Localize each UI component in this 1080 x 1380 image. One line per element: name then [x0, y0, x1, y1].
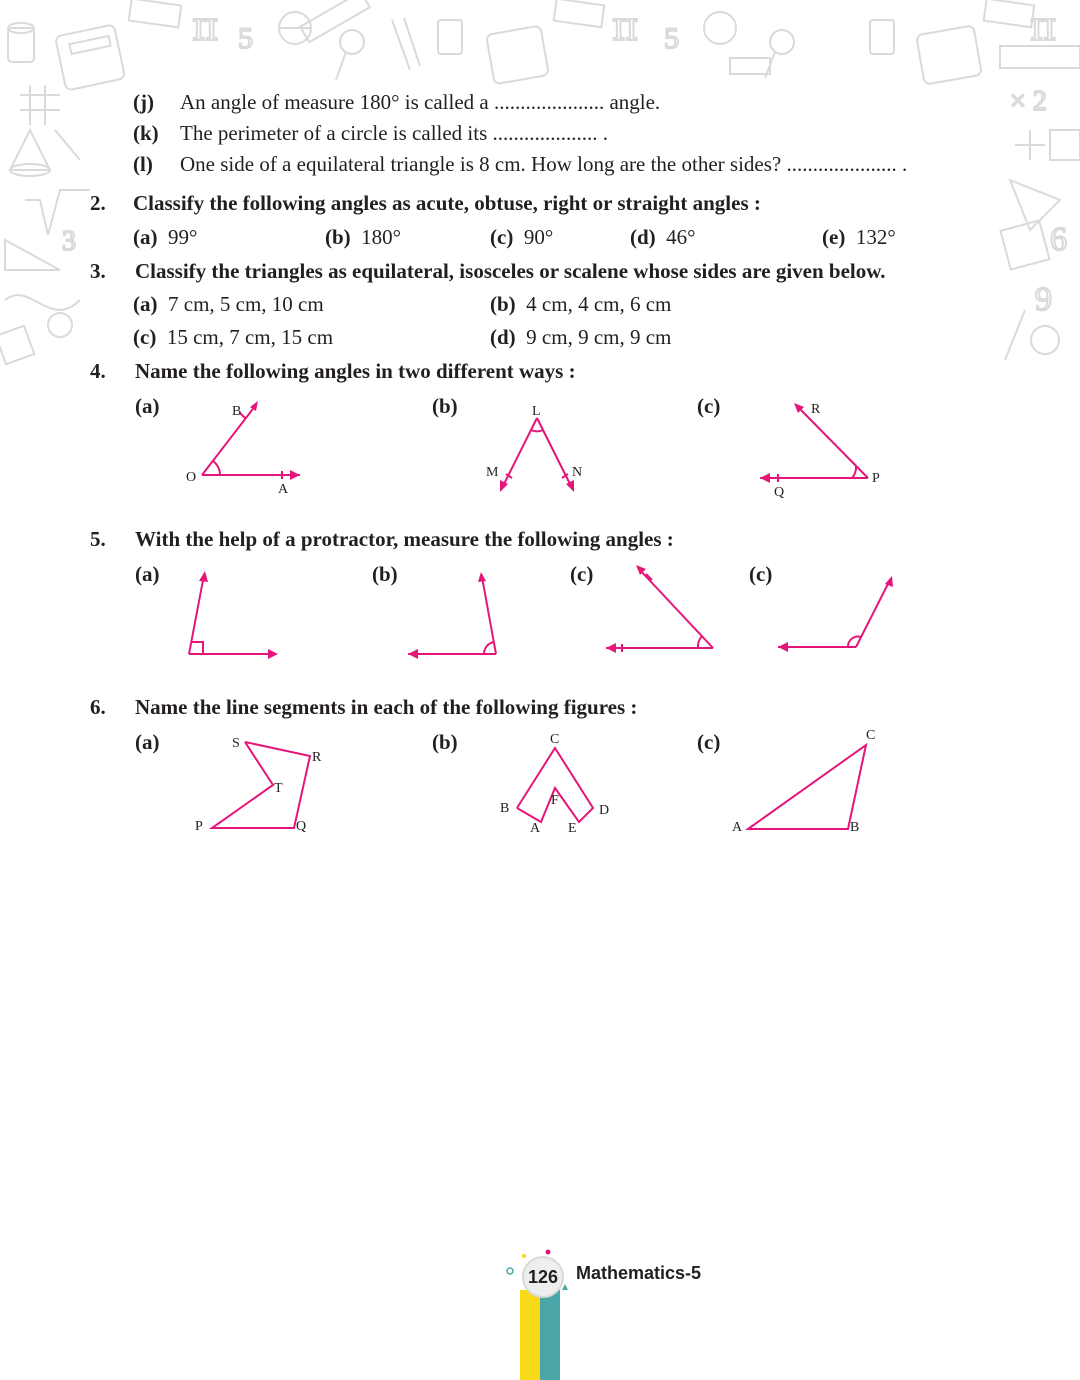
book-title: Mathematics-5: [576, 1263, 702, 1283]
q5-label-d: (c): [749, 562, 773, 586]
option-label: (a): [133, 225, 158, 249]
q5-angle-figure-d: [770, 570, 900, 660]
point-label: R: [312, 750, 322, 765]
q4-angle-figure-c: [750, 395, 890, 505]
svg-text:9: 9: [1035, 281, 1052, 318]
option-label: (b): [490, 292, 516, 316]
arrowhead: [199, 571, 208, 582]
q1-item-l: [133, 152, 908, 177]
point-label: A: [732, 820, 743, 835]
arrowhead: [408, 649, 418, 659]
svg-text:5: 5: [664, 22, 679, 55]
option-value: 132°: [855, 225, 896, 249]
item-label: (j): [133, 90, 154, 114]
q2-text: Classify the following angles as acute, obtuse, right or straight angles :: [133, 191, 761, 215]
q5-angle-figure-a: [180, 565, 290, 665]
point-label: A: [278, 482, 289, 497]
page-number-badge: 126: [522, 1256, 564, 1298]
svg-text:6: 6: [1050, 221, 1067, 258]
option-value: 46°: [666, 225, 696, 249]
option-label: (d): [490, 325, 516, 349]
q5-label-c: (c): [570, 562, 594, 586]
q6-number: 6.: [90, 695, 106, 719]
svg-text:5: 5: [238, 22, 253, 55]
q6-label-b: (b): [432, 730, 458, 754]
arrowhead: [290, 470, 300, 480]
item-label: (k): [133, 121, 159, 145]
point-label: E: [568, 821, 577, 836]
point-label: C: [550, 732, 560, 747]
q4-label-b: (b): [432, 394, 458, 418]
svg-text:π: π: [1030, 4, 1057, 50]
item-text: The perimeter of a circle is called its .................... .: [180, 121, 609, 145]
point-label: F: [551, 793, 559, 808]
q6-figure-a: [190, 730, 330, 840]
point-label: A: [530, 821, 541, 836]
q2-option-c: [490, 225, 553, 250]
q3-text: Classify the triangles as equilateral, isosceles or scalene whose sides are given below.: [135, 259, 886, 283]
q3-number: 3.: [90, 259, 106, 283]
triangle-outline: [748, 745, 866, 829]
svg-text:× 2: × 2: [1010, 86, 1047, 117]
option-value: 15 cm, 7 cm, 15 cm: [166, 325, 334, 349]
q4-text: Name the following angles in two different ways :: [135, 359, 576, 383]
polygon-outline: [517, 748, 593, 822]
q6-text: Name the line segments in each of the following figures :: [135, 695, 638, 719]
q5-number: 5.: [90, 527, 106, 551]
q1-item-k: [133, 121, 609, 146]
option-label: (e): [822, 225, 846, 249]
point-label: B: [500, 801, 510, 816]
svg-text:π: π: [192, 4, 219, 50]
point-label: C: [866, 728, 876, 743]
q2-option-b: [325, 225, 401, 250]
q5-text: With the help of a protractor, measure the following angles :: [135, 527, 674, 551]
point-label: D: [599, 803, 610, 818]
q2-number: 2.: [90, 191, 106, 215]
point-label: B: [850, 820, 860, 835]
point-label: T: [274, 781, 283, 796]
q6-label-a: (a): [135, 730, 160, 754]
point-label: S: [232, 736, 240, 751]
point-label: N: [572, 465, 583, 480]
option-label: (d): [630, 225, 656, 249]
q5-label-b: (b): [372, 562, 398, 586]
q2-option-d: [630, 225, 696, 250]
q4-angle-figure-a: [180, 395, 320, 500]
arrowhead: [250, 401, 258, 411]
polygon-outline: [212, 742, 310, 828]
point-label: Q: [296, 819, 307, 834]
q6-figure-b: [495, 730, 625, 840]
q6-label-c: (c): [697, 730, 721, 754]
q4-label-a: (a): [135, 394, 160, 418]
option-label: (c): [133, 325, 157, 349]
option-label: (a): [133, 292, 158, 316]
q1-item-j: [133, 90, 661, 115]
arrowhead: [606, 643, 616, 653]
q3-option-d: [490, 325, 671, 350]
q2-option-e: [822, 225, 896, 250]
option-label: (b): [325, 225, 351, 249]
q5-angle-figure-b: [400, 565, 510, 665]
q2-option-a: [133, 225, 197, 250]
arrowhead: [778, 642, 788, 652]
svg-text:π: π: [612, 4, 639, 50]
q3-option-b: [490, 292, 671, 317]
option-value: 4 cm, 4 cm, 6 cm: [526, 292, 672, 316]
arrowhead: [478, 572, 486, 582]
q3-option-a: [133, 292, 324, 317]
option-value: 9 cm, 9 cm, 9 cm: [526, 325, 672, 349]
point-label: Q: [774, 485, 785, 500]
option-value: 7 cm, 5 cm, 10 cm: [168, 292, 324, 316]
q5-label-a: (a): [135, 562, 160, 586]
option-label: (c): [490, 225, 514, 249]
arrowhead: [760, 473, 770, 483]
option-value: 90°: [523, 225, 554, 249]
item-text: An angle of measure 180° is called a ..................... angle.: [180, 90, 661, 114]
point-label: M: [486, 465, 499, 480]
point-label: L: [532, 404, 541, 419]
q5-angle-figure-c: [598, 560, 728, 660]
q3-option-c: [133, 325, 333, 350]
point-label: P: [872, 471, 880, 486]
item-text: One side of a equilateral triangle is 8 cm. How long are the other sides? ..................... .: [180, 152, 908, 176]
q4-angle-figure-b: [480, 398, 600, 498]
arrowhead: [268, 649, 278, 659]
point-label: O: [186, 470, 197, 485]
q4-label-c: (c): [697, 394, 721, 418]
option-value: 180°: [361, 225, 402, 249]
option-value: 99°: [168, 225, 198, 249]
q4-number: 4.: [90, 359, 106, 383]
item-label: (l): [133, 152, 153, 176]
q6-figure-c: [730, 725, 890, 840]
svg-text:3: 3: [62, 226, 76, 257]
point-label: P: [195, 819, 203, 834]
point-label: B: [232, 404, 242, 419]
point-label: R: [811, 402, 821, 417]
